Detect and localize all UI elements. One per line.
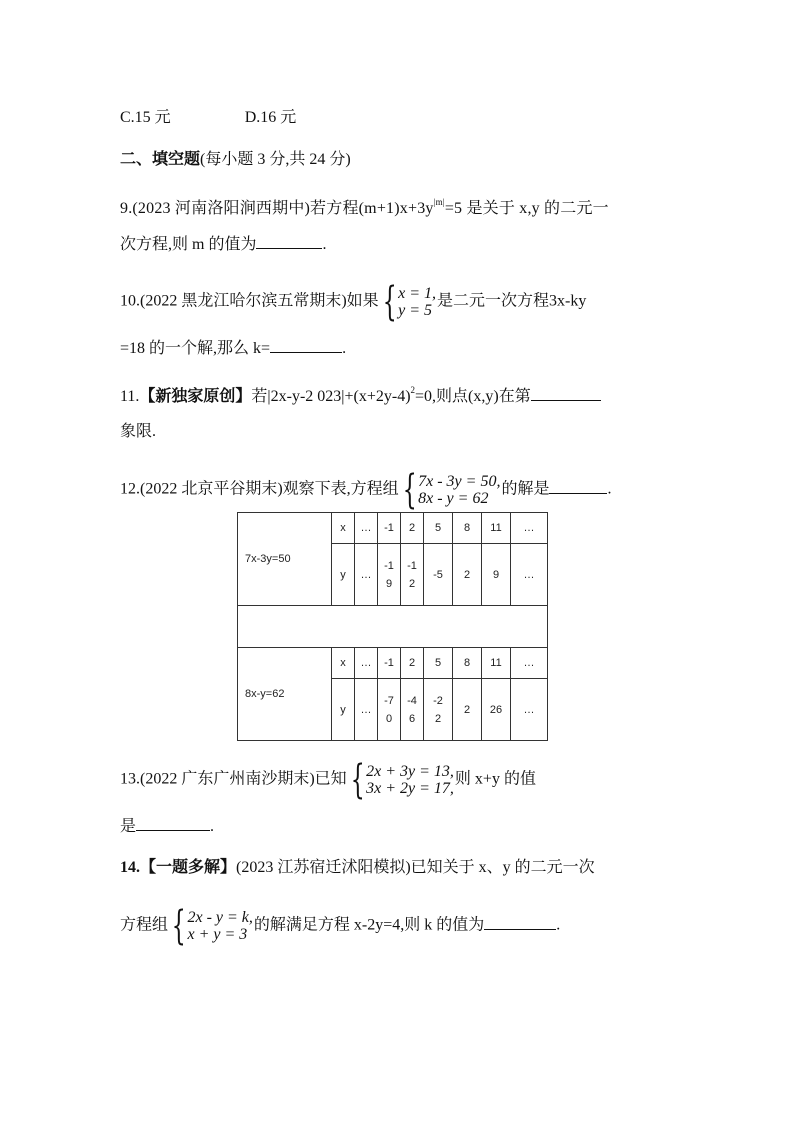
q12-eq2: 8x - y = 62 (418, 490, 489, 507)
question-11-line2 (120, 422, 156, 442)
t1-x-dots-left: … (355, 513, 378, 544)
t2-y-label: y (332, 679, 355, 741)
t2-x-dots-right: … (511, 648, 548, 679)
t2-y-0: -7 0 (378, 679, 401, 741)
t2-x-3: 8 (453, 648, 482, 679)
q13-end: . (210, 818, 215, 835)
q13-prefix: 13.(2022 广东广州南沙期末)已知 (120, 770, 347, 788)
section-header (120, 150, 351, 170)
t2-x-0: -1 (378, 648, 401, 679)
t2-y-2: -2 2 (424, 679, 453, 741)
q10-eq1: x = 1, (398, 285, 437, 302)
q11-number: 11. (120, 388, 140, 405)
q9-end: . (322, 236, 327, 253)
t2-x-4: 11 (482, 648, 511, 679)
table-spacer-row (238, 606, 548, 648)
t1-x-label: x (332, 513, 355, 544)
t1-x-2: 5 (424, 513, 453, 544)
t2-x-1: 2 (401, 648, 424, 679)
q10-eq2: y = 5 (398, 302, 433, 319)
t2-x-label: x (332, 648, 355, 679)
question-12-line1 (120, 467, 612, 513)
q9-prefix: 9.(2023 河南洛阳涧西期中)若方程(m+1)x+3y (120, 200, 434, 217)
q14-number: 14. (120, 859, 140, 876)
q14-end: . (556, 916, 561, 934)
q11-text2: =0,则点(x,y)在第 (415, 388, 531, 405)
t2-y-4: 26 (482, 679, 511, 741)
q14-eq2: x + y = 3 (187, 926, 248, 943)
question-14-line2 (120, 903, 561, 949)
t1-x-1: 2 (401, 513, 424, 544)
eq1-label: 7x-3y=50 (238, 513, 332, 606)
t2-x-dots-left: … (355, 648, 378, 679)
q10-equation-system: { x = 1, y = 5 (382, 279, 437, 325)
t1-x-3: 8 (453, 513, 482, 544)
q12-suffix: 的解是 (501, 480, 550, 498)
t2-x-2: 5 (424, 648, 453, 679)
q14-text: (2023 江苏宿迁沭阳模拟)已知关于 x、y 的二元一次 (236, 859, 595, 876)
t1-y-dots-right: … (511, 544, 548, 606)
q13-equation-system: { 2x + 3y = 13, 3x + 2y = 17, (350, 757, 454, 803)
q11-tag: 【新独家原创】 (139, 388, 252, 405)
q13-eq1: 2x + 3y = 13, (366, 763, 454, 780)
t2-y-dots-left: … (355, 679, 378, 741)
section-title: 二、填空题 (120, 151, 201, 168)
q14-line2-prefix: 方程组 (120, 916, 169, 934)
q9-answer-blank[interactable] (256, 234, 322, 249)
q12-equation-system: { 7x - 3y = 50, 8x - y = 62 (402, 467, 501, 513)
q14-answer-blank[interactable] (484, 915, 556, 930)
q10-answer-blank[interactable] (270, 338, 342, 353)
section-note: (每小题 3 分,共 24 分) (200, 151, 351, 168)
eq2-label: 8x-y=62 (238, 648, 332, 741)
q12-answer-blank[interactable] (549, 479, 607, 494)
t2-y-1: -4 6 (401, 679, 424, 741)
q13-line2: 是 (120, 818, 137, 835)
question-10-line2 (120, 338, 346, 359)
question-9-line2 (120, 234, 326, 255)
q11-text: 若|2x-y-2 023|+(x+2y-4) (251, 388, 411, 405)
q12-end: . (607, 480, 612, 498)
question-14-line1 (120, 858, 595, 878)
q14-tag: 【一题多解】 (140, 859, 237, 876)
q9-line2: 次方程,则 m 的值为 (120, 236, 257, 253)
q14-line2-suffix: 的解满足方程 x-2y=4,则 k 的值为 (253, 916, 485, 934)
t1-y-3: 2 (453, 544, 482, 606)
q13-eq2: 3x + 2y = 17, (366, 780, 454, 797)
t1-y-label: y (332, 544, 355, 606)
question-13-line1 (120, 757, 536, 803)
q13-suffix: 则 x+y 的值 (454, 770, 536, 788)
options-line (120, 108, 296, 128)
t1-y-4: 9 (482, 544, 511, 606)
question-11-line1 (120, 380, 601, 407)
t1-y-1: -1 2 (401, 544, 424, 606)
t2-y-3: 2 (453, 679, 482, 741)
q10-line2: =18 的一个解,那么 k= (120, 340, 271, 357)
option-d: D.16 元 (244, 109, 297, 126)
q9-superscript: |m| (433, 197, 445, 207)
values-table (237, 512, 548, 741)
q12-prefix: 12.(2022 北京平谷期末)观察下表,方程组 (120, 480, 399, 498)
q11-superscript: 2 (410, 385, 416, 395)
question-13-line2 (120, 816, 214, 837)
q12-eq1: 7x - 3y = 50, (418, 473, 501, 490)
t1-x-4: 11 (482, 513, 511, 544)
t1-y-dots-left: … (355, 544, 378, 606)
q10-prefix: 10.(2022 黑龙江哈尔滨五常期末)如果 (120, 292, 379, 310)
t2-y-dots-right: … (511, 679, 548, 741)
question-9-line1 (120, 192, 609, 219)
q10-suffix: 是二元一次方程3x-ky (437, 292, 587, 310)
q9-suffix: =5 是关于 x,y 的二元一 (444, 200, 609, 217)
t1-x-dots-right: … (511, 513, 548, 544)
t1-y-2: -5 (424, 544, 453, 606)
q11-line2: 象限. (120, 423, 157, 440)
option-c: C.15 元 (120, 109, 171, 126)
q13-answer-blank[interactable] (136, 816, 210, 831)
q14-equation-system: { 2x - y = k, x + y = 3 (171, 903, 253, 949)
question-10-line1 (120, 279, 587, 325)
q14-eq1: 2x - y = k, (187, 909, 253, 926)
q11-answer-blank[interactable] (531, 386, 601, 401)
q10-end: . (342, 340, 347, 357)
t1-x-0: -1 (378, 513, 401, 544)
t1-y-0: -1 9 (378, 544, 401, 606)
